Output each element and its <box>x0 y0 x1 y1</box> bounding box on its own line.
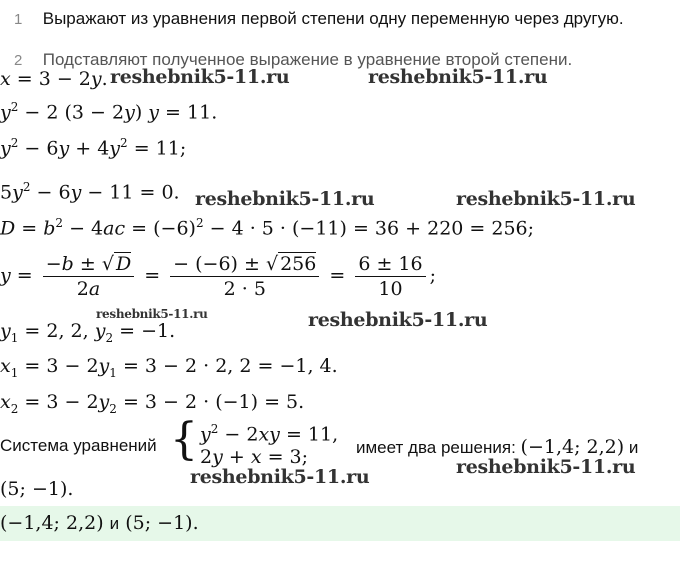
watermark: reshebnik5-11.ru <box>195 188 375 210</box>
equation-line-3: $y^2 - 6y + 4y^2 = 11$; <box>0 136 187 160</box>
fraction: $\frac{-b \pm √ D}{2a}$ <box>43 252 134 301</box>
system-equation-2: 2y + x = 3; <box>200 446 309 468</box>
watermark: reshebnik5-11.ru <box>456 456 636 478</box>
equation-line-7: $y_1 = 2$, 2, $y_2 = -1$. <box>0 320 176 345</box>
system-equation-1: $y^2 - 2xy = 11$, <box>200 422 339 446</box>
watermark: reshebnik5-11.ru <box>308 309 488 331</box>
answer-line <box>0 512 199 534</box>
watermark: reshebnik5-11.ru <box>96 307 208 321</box>
system-suffix <box>356 436 638 458</box>
system-brace: { <box>170 414 198 465</box>
fraction: $\frac{6 \pm 16}{10}$ <box>355 252 425 301</box>
step-text: Подставляют полученное выражение в уравнение второй степени. <box>42 50 573 69</box>
equation-line-1: x = 3 − 2y. <box>0 68 108 90</box>
step-1 <box>14 9 624 29</box>
answer-solution-1: (−1,4; 2,2) <box>0 512 104 534</box>
equation-line-9: $x_2 = 3 - 2y_2 = 3 - 2 \cdot (-1) = 5$. <box>0 391 305 416</box>
watermark: reshebnik5-11.ru <box>190 466 370 488</box>
system-and: и <box>628 438 639 457</box>
watermark: reshebnik5-11.ru <box>368 66 548 88</box>
answer-box <box>0 506 680 541</box>
equation-line-2: $y^2 - 2$ (3 − 2y) y = 11. <box>0 100 218 124</box>
watermark: reshebnik5-11.ru <box>456 188 636 210</box>
answer-and: и <box>109 514 120 533</box>
system-prefix: Система уравнений <box>0 436 157 455</box>
step-text: Выражают из уравнения первой степени одну переменную через другую. <box>42 9 624 28</box>
system-solution-2: (5; −1). <box>0 478 74 500</box>
step-2 <box>14 50 573 69</box>
step-number: 2 <box>14 52 23 69</box>
system-suffix-text: имеет два решения: <box>356 438 516 457</box>
system-solution-1: (−1,4; 2,2) <box>520 436 625 458</box>
fraction: $\frac{- (-6) \pm √ 256}{2 \cdot 5}$ <box>170 252 319 301</box>
equation-line-8: $x_1 = 3 - 2y_1 = 3 - 2 \cdot 2$, 2 = −1, 4. <box>0 355 338 380</box>
watermark: reshebnik5-11.ru <box>110 66 290 88</box>
equation-line-5: $D = b^2 - 4ac = (-6)^2 - 4 \cdot 5 \cdot (-11) = 36 + 220 = 256$; <box>0 216 535 240</box>
answer-solution-2: (5; −1). <box>125 512 199 534</box>
step-number: 1 <box>14 11 23 28</box>
equation-line-4: $5y^2 - 6y - 11 = 0$. <box>0 180 180 204</box>
quadratic-formula-line: y = $\frac{-b \pm √ D}{2a}$ = $\frac{- (-6) \pm √ 256}{2 \cdot 5}$ = $\frac{6 \pm 16}{10}$ ; <box>0 253 437 300</box>
